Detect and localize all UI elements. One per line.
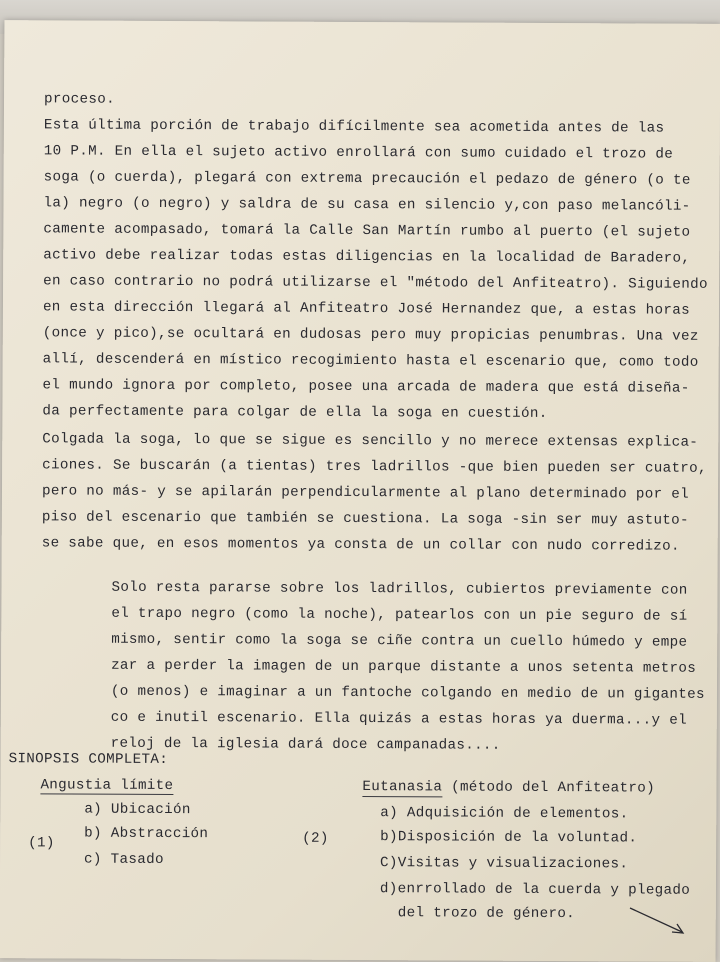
right-item: del trozo de género. xyxy=(397,905,576,923)
text-line: en esta dirección llegará al Anfiteatro José Hernandez que, a estas horas xyxy=(42,299,691,319)
text-line: da perfectamente para colgar de ella la soga en cuestión. xyxy=(42,403,548,422)
left-column-title: Angustia límite xyxy=(40,777,174,795)
text-line: soga (o cuerda), plegará con extrema precaución el pedazo de género (o te xyxy=(43,169,691,189)
right-column-title: Eutanasia xyxy=(362,779,443,796)
right-item: C)Visitas y visualizaciones. xyxy=(380,855,629,873)
left-item: c) Tasado xyxy=(84,851,164,868)
left-item: b) Abstracción xyxy=(84,825,209,843)
text-line: (once y pico),se ocultará en dudosas pero muy propicias penumbras. Una vez xyxy=(42,325,699,345)
text-line: activo debe realizar todas estas diligencias en la localidad de Baradero, xyxy=(43,247,691,267)
text-line: camente acompasado, tomará la Calle San Martín rumbo al puerto (el sujeto xyxy=(43,221,691,241)
text-line: mismo, sentir como la soga se ciñe contra un cuello húmedo y empe xyxy=(111,631,688,651)
left-item: a) Ubicación xyxy=(84,801,191,819)
text-line: co e inutil escenario. Ella quizás a estas horas ya duerma...y el xyxy=(110,709,687,729)
text-line: Colgada la soga, lo que se sigue es sencillo y no merece extensas explica- xyxy=(42,431,699,451)
synopsis-heading: SINOPSIS COMPLETA: xyxy=(8,751,169,768)
text-line: Esta última porción de trabajo difícilmente sea acometida antes de las xyxy=(43,117,665,137)
text-line: (o menos) e imaginar a un fantoche colgando en medio de un gigantes xyxy=(110,683,705,703)
text-line: se sabe que, en esos momentos ya consta de un collar con nudo corredizo. xyxy=(41,535,680,555)
right-item: a) Adquisición de elementos. xyxy=(380,805,629,823)
text-line: proceso. xyxy=(44,91,116,108)
right-item: d)enrrollado de la cuerda y plegado xyxy=(379,881,691,899)
right-column-title-row xyxy=(362,780,655,796)
text-line: en caso contrario no podrá utilizarse el "método del Anfiteatro). Siguiendo xyxy=(43,273,708,293)
text-line: pero no más- y se apilarán perpendicularmente al plano determinado por el xyxy=(41,483,690,503)
text-line: 10 P.M. En ella el sujeto activo enrollará con sumo cuidado el trozo de xyxy=(43,143,674,163)
right-column-marker: (2) xyxy=(302,830,329,847)
text-line: Solo resta pararse sobre los ladrillos, cubiertos previamente con xyxy=(111,579,688,599)
right-column-subtitle: (método del Anfiteatro) xyxy=(442,779,656,797)
left-column-marker: (1) xyxy=(28,835,55,852)
text-line: el trapo negro (como la noche), patearlos con un pie seguro de sí xyxy=(111,605,688,625)
text-line: la) negro (o negro) y saldra de su casa en silencio y,con paso melancóli- xyxy=(43,195,691,215)
text-line: reloj de la iglesia dará doce campanadas.... xyxy=(110,735,501,754)
right-item: b)Disposición de la voluntad. xyxy=(380,829,638,847)
text-line: ciones. Se buscarán (a tientas) tres ladrillos -que bien pueden ser cuatro, xyxy=(42,457,707,477)
typewritten-page xyxy=(0,20,720,962)
handwritten-arrow-icon xyxy=(628,906,688,938)
text-line: piso del escenario que también se cuestiona. La soga -sin ser muy astuto- xyxy=(41,509,689,529)
text-line: zar a perder la imagen de un parque distante a unos setenta metros xyxy=(111,657,697,677)
text-line: allí, descenderá en místico recogimiento hasta el escenario que, como todo xyxy=(42,351,699,371)
text-line: el mundo ignora por completo, posee una arcada de madera que está diseña- xyxy=(42,377,690,397)
